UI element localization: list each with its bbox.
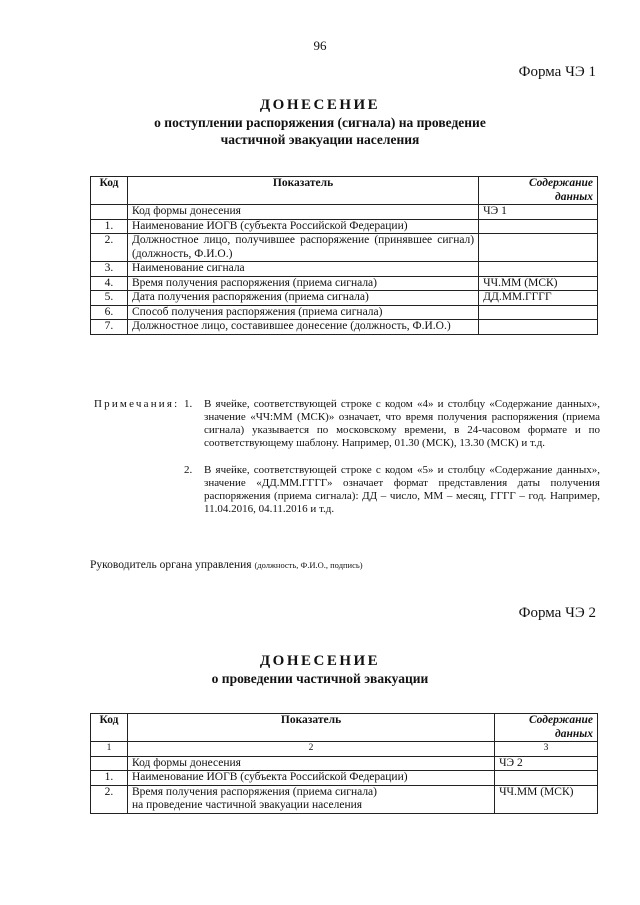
column-number: 2 xyxy=(127,742,494,757)
row-content: ЧЭ 2 xyxy=(495,756,598,771)
row-content xyxy=(495,771,598,786)
signature-line xyxy=(90,559,363,571)
row-code xyxy=(91,756,128,771)
table-row xyxy=(91,320,598,335)
page-number: 96 xyxy=(313,38,327,53)
row-code: 2. xyxy=(91,785,128,813)
form2-header-content-line1: Содержание xyxy=(528,714,593,726)
row-content: ДД.ММ.ГГГГ xyxy=(479,291,598,306)
form1-header-content-line1: Содержание xyxy=(528,177,593,189)
row-code: 6. xyxy=(91,305,128,320)
row-code: 2. xyxy=(91,234,128,262)
table-row xyxy=(91,219,598,234)
table-row xyxy=(91,291,598,306)
row-content: ЧЭ 1 xyxy=(479,205,598,220)
form2-header-content-line2: данных xyxy=(555,727,593,740)
form2-numbering-row xyxy=(91,742,598,757)
form1-header-content-line2: данных xyxy=(555,190,593,203)
form2-subtitle: о проведении частичной эвакуации xyxy=(211,671,429,686)
row-indicator: Должностное лицо, составившее донесение (должность, Ф.И.О.) xyxy=(127,320,478,335)
form1-header-code: Код xyxy=(91,177,128,205)
row-indicator: Должностное лицо, получившее распоряжение (принявшее сигнал) (должность, Ф.И.О.) xyxy=(127,234,478,262)
row-indicator: Наименование сигнала xyxy=(127,262,478,277)
row-content xyxy=(479,234,598,262)
form2-label: Форма ЧЭ 2 xyxy=(518,605,596,621)
column-number: 1 xyxy=(91,742,128,757)
notes-label: Примечания: xyxy=(94,398,180,410)
row-indicator: Дата получения распоряжения (приема сигнала) xyxy=(127,291,478,306)
row-content: ЧЧ.ММ (МСК) xyxy=(495,785,598,813)
form1-subtitle-line1: о поступлении распоряжения (сигнала) на проведение xyxy=(154,115,486,130)
row-content xyxy=(479,262,598,277)
table-row xyxy=(91,234,598,262)
form2-header-indicator: Показатель xyxy=(127,714,494,742)
table-row xyxy=(91,756,598,771)
form2-title: ДОНЕСЕНИЕ xyxy=(259,653,381,669)
table-row xyxy=(91,205,598,220)
row-code: 1. xyxy=(91,771,128,786)
row-code: 5. xyxy=(91,291,128,306)
row-content xyxy=(479,305,598,320)
row-code xyxy=(91,205,128,220)
form2-table xyxy=(90,713,598,814)
row-code: 3. xyxy=(91,262,128,277)
form1-header-indicator: Показатель xyxy=(127,177,478,205)
note-item xyxy=(184,464,600,520)
row-content: ЧЧ.ММ (МСК) xyxy=(479,276,598,291)
signature-hint: (должность, Ф.И.О., подпись) xyxy=(254,560,363,570)
row-code: 4. xyxy=(91,276,128,291)
form1-title: ДОНЕСЕНИЕ xyxy=(259,97,381,113)
table-row xyxy=(91,276,598,291)
form2-title-block xyxy=(60,652,580,687)
table-row xyxy=(91,785,598,813)
row-indicator xyxy=(127,785,494,813)
form1-label: Форма ЧЭ 1 xyxy=(518,64,596,80)
note-number: 2. xyxy=(184,464,193,476)
table-row xyxy=(91,305,598,320)
row-content xyxy=(479,219,598,234)
note-item xyxy=(184,398,600,466)
form1-table-header xyxy=(91,177,598,205)
row-indicator: Время получения распоряжения (приема сигнала) xyxy=(127,276,478,291)
form2-table-header xyxy=(91,714,598,742)
form1-table xyxy=(90,176,598,335)
row-code: 1. xyxy=(91,219,128,234)
row-indicator-line1: Время получения распоряжения (приема сигнала) xyxy=(131,785,377,798)
note-number: 1. xyxy=(184,398,193,410)
table-row xyxy=(91,771,598,786)
row-content xyxy=(479,320,598,335)
form1-subtitle-line2: частичной эвакуации населения xyxy=(220,132,420,147)
table-row xyxy=(91,262,598,277)
row-code: 7. xyxy=(91,320,128,335)
form1-header-content xyxy=(479,177,598,205)
row-indicator: Код формы донесения xyxy=(127,205,478,220)
row-indicator: Код формы донесения xyxy=(127,756,494,771)
note-text: В ячейке, соответствующей строке с кодом «4» и столбцу «Содержание данных», значение «ЧЧ:ММ (МСК)» означает, что время получения распоряжения (приема сигнала) указывается по московскому времени, в 24-часовом формате и по соответствующему шаблону. Например, 01.30 (МСК), 13.30 (МСК) и т.д. xyxy=(204,398,600,449)
row-indicator: Наименование ИОГВ (субъекта Российской Федерации) xyxy=(127,219,478,234)
form1-title-block xyxy=(60,96,580,148)
row-indicator: Наименование ИОГВ (субъекта Российской Федерации) xyxy=(127,771,494,786)
form2-header-code: Код xyxy=(91,714,128,742)
column-number: 3 xyxy=(495,742,598,757)
note-text: В ячейке, соответствующей строке с кодом «5» и столбцу «Содержание данных», значение «ДД.ММ.ГГГГ» означает формат представления даты получения распоряжения (приема сигнала): ДД – число, ММ – месяц, ГГГГ – год. Например, 11.04.2016, 04.11.2016 и т.д. xyxy=(204,464,600,515)
row-indicator-line2: на проведение частичной эвакуации населения xyxy=(131,799,363,811)
signature-label: Руководитель органа управления xyxy=(90,559,252,571)
form2-header-content xyxy=(495,714,598,742)
row-indicator: Способ получения распоряжения (приема сигнала) xyxy=(127,305,478,320)
